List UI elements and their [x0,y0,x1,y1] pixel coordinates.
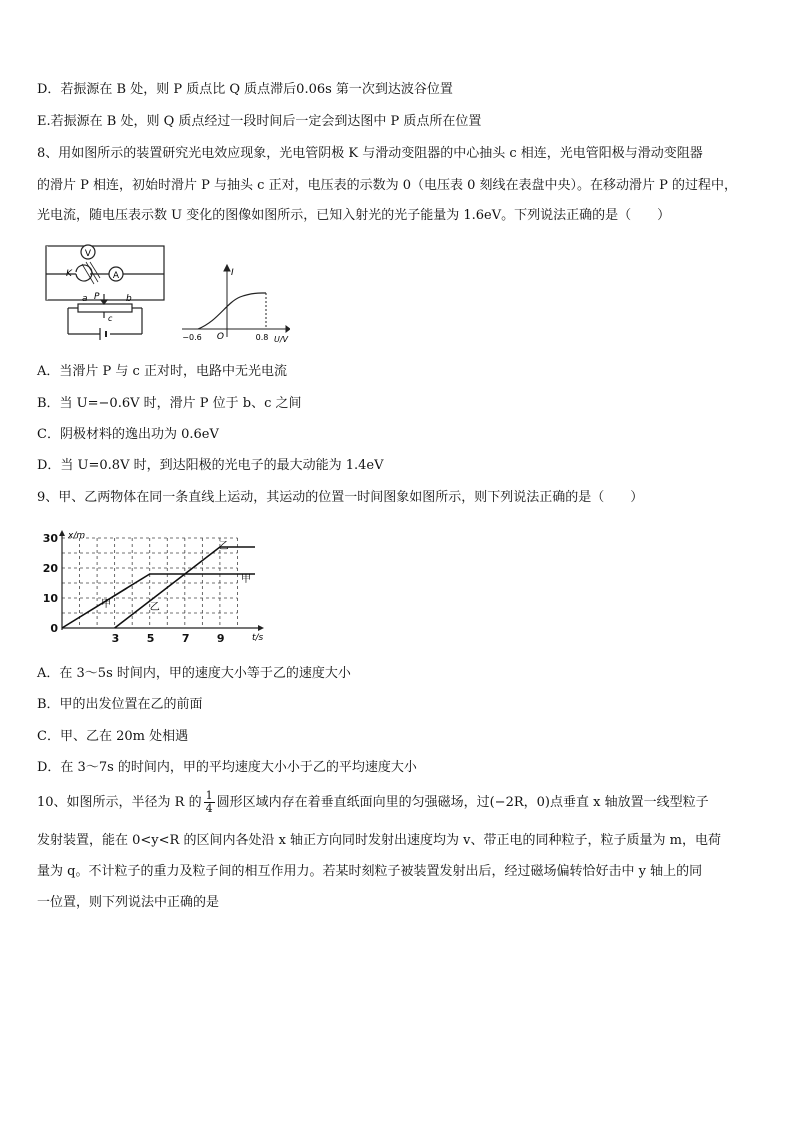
q9-x-tick-label: 7 [181,632,190,645]
rheostat-end-b-label: b [126,294,132,304]
q8-option-a: A．当滑片 P 与 c 正对时，电路中无光电流 [37,364,287,379]
q9-option-d: D．在 3～7s 的时间内，甲的平均速度大小小于乙的平均速度大小 [37,760,417,775]
q10-stem-line2: 发射装置，能在 0<y<R 的区间内各处沿 x 轴正方向同时发射出速度均为 v、带正电的同种粒子，粒子质量为 m，电荷 [37,833,721,848]
q9-x-tick-label: 3 [111,632,120,645]
q8-option-b: B．当 U=−0.6V 时，滑片 P 位于 b、c 之间 [37,396,302,411]
q10-fraction-denominator: 4 [205,802,213,815]
voltmeter-label: V [84,249,92,259]
q10-fraction-numerator: 1 [205,789,213,802]
ammeter-label: A [112,271,120,281]
graph-tick-pos: 0.8 [255,333,269,342]
cathode-label: K [66,269,72,279]
q9-option-a: A．在 3～5s 时间内，甲的速度大小等于乙的速度大小 [37,666,351,681]
q8-stem-line3: 光电流，随电压表示数 U 变化的图像如图所示，已知入射光的光子能量为 1.6eV。下列说法正确的是（ ） [37,208,671,223]
q9-option-b: B．甲的出发位置在乙的前面 [37,697,203,712]
center-tap-c-label: c [108,314,113,323]
q8-iu-graph [178,263,290,343]
graph-tick-neg: −0.6 [182,333,202,342]
q9-x-axis-label: t/s [252,633,264,643]
q9-series-label-yi: 乙 [149,602,160,613]
q10-stem-part1: 10、如图所示，半径为 R 的 [37,795,202,810]
q10-stem-line3: 量为 q。不计粒子的重力及粒子间的相互作用力。若某时刻粒子被装置发射出后，经过磁场偏转恰好击中 y 轴上的同 [37,864,703,879]
slider-p-label: P [94,292,100,302]
graph-origin-label: O [216,332,224,342]
q8-stem-line1: 8、用如图所示的装置研究光电效应现象，光电管阴极 K 与滑动变阻器的中心抽头 c 相连，光电管阳极与滑动变阻器 [37,146,703,161]
q10-stem-line1 [37,790,709,816]
q9-position-time-chart [40,526,266,652]
q9-x-tick-label: 5 [146,632,155,645]
q8-option-d: D．当 U=0.8V 时，到达阳极的光电子的最大动能为 1.4eV [37,458,384,473]
q9-stem: 9、甲、乙两物体在同一条直线上运动，其运动的位置一时间图象如图所示，则下列说法正确的是（ ） [37,490,644,505]
q9-series-jia-line [62,574,255,628]
q9-option-c: C．甲、乙在 20m 处相遇 [37,729,189,744]
q7-option-d: D．若振源在 B 处，则 P 质点比 Q 质点滞后0.06s 第一次到达波谷位置 [37,82,453,97]
rheostat-end-a-label: a [82,294,88,304]
q8-stem-line2: 的滑片 P 相连，初始时滑片 P 与抽头 c 正对，电压表的示数为 0（电压表 0 刻线在表盘中央）。在移动滑片 P 的过程中， [37,178,738,193]
q9-series-label-yi-end: 乙 [218,541,229,552]
q7-option-e: E.若振源在 B 处，则 Q 质点经过一段时间后一定会到达图中 P 质点所在位置 [37,114,482,129]
q10-stem-part2: 圆形区域内存在着垂直纸面向里的匀强磁场，过(−2R，0)点垂直 x 轴放置一线型粒子 [216,795,709,810]
q8-circuit-diagram [38,238,172,348]
q9-y-tick-label: 0 [50,622,58,635]
q10-stem-line4: 一位置，则下列说法中正确的是 [37,895,220,910]
q9-y-axis-label: x/m [68,531,86,541]
q10-fraction [204,790,215,815]
q9-series-label-jia: 甲 [101,599,112,610]
q9-y-tick-label: 30 [42,532,58,545]
q9-x-tick-label: 9 [216,632,225,645]
q9-series-label-jia-end: 甲 [240,574,251,585]
graph-y-label: I [231,268,234,278]
q9-y-tick-label: 20 [42,562,58,575]
graph-x-label: U/V [274,335,289,343]
q9-y-tick-label: 10 [42,592,58,605]
q8-option-c: C．阴极材料的逸出功为 0.6eV [37,427,219,442]
